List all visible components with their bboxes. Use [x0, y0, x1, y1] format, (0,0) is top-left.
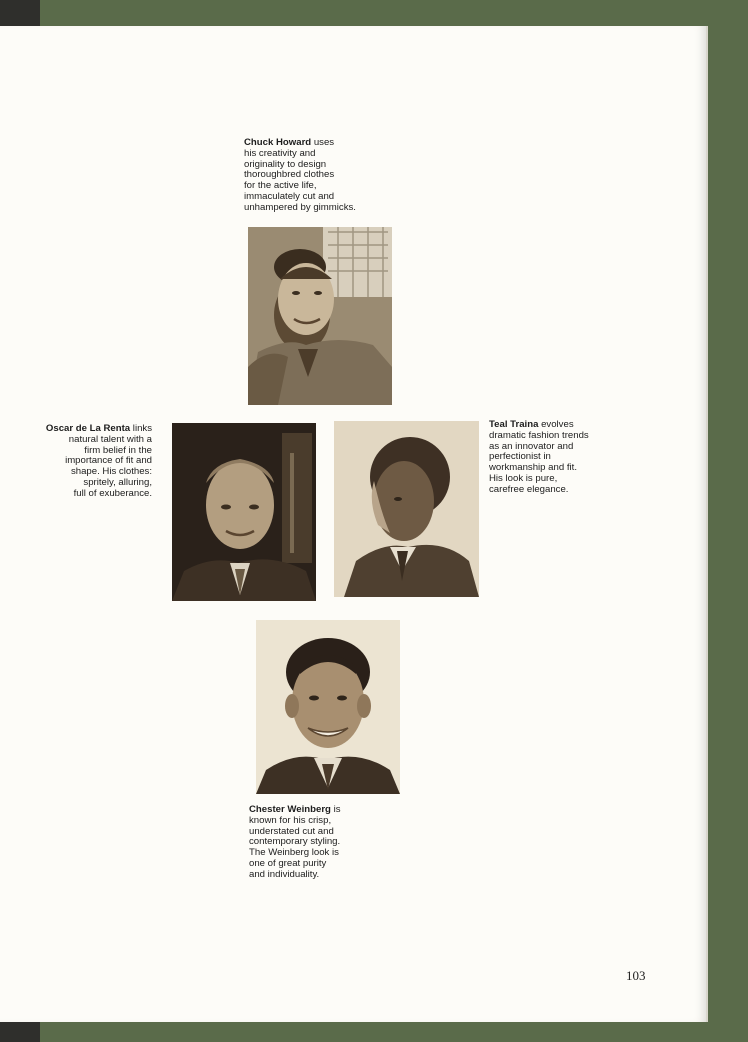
photo-chuck-howard — [248, 227, 392, 405]
designer-name: Chuck Howard — [244, 137, 312, 148]
photo-oscar-de-la-renta — [172, 423, 316, 601]
page-number: 103 — [626, 968, 646, 983]
designer-name: Chester Weinberg — [249, 804, 331, 815]
designer-description: uses his creativity and originality to design thoroughbred clothes for the active life, immaculately cut and unhampered by gimmicks. — [244, 137, 356, 213]
designer-name: Teal Traina — [489, 419, 539, 430]
book-page — [0, 26, 708, 1022]
caption-chester-weinberg — [249, 805, 399, 881]
designer-description: is known for his crisp, understated cut and contemporary styling. The Weinberg look is one of great purity and individuality. — [249, 804, 341, 880]
caption-oscar-de-la-renta — [30, 424, 152, 500]
designer-description: links natural talent with a firm belief in the importance of fit and shape. His clothes: spritely, alluring, full of exuberance. — [65, 423, 152, 499]
designer-description: evolves dramatic fashion trends as an innovator and perfectionist in workmanship and fit. His look is pure, carefree elegance. — [489, 419, 589, 495]
photo-chester-weinberg — [256, 620, 400, 794]
caption-chuck-howard — [244, 138, 394, 214]
photo-teal-traina — [334, 421, 479, 597]
designer-name: Oscar de La Renta — [45, 423, 131, 434]
caption-teal-traina — [489, 420, 639, 496]
